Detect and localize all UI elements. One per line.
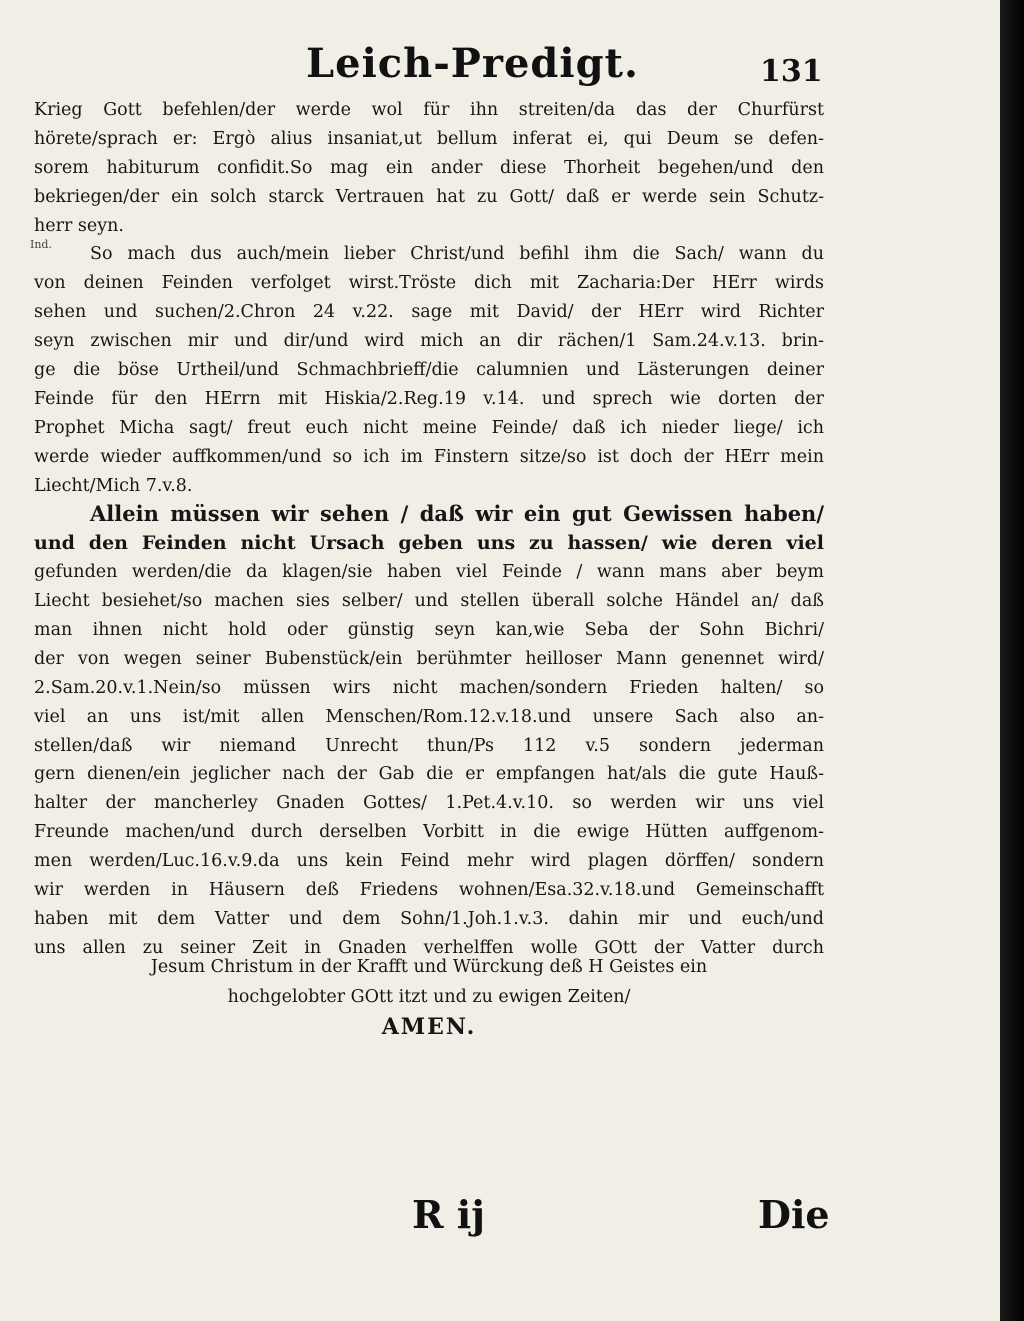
margin-note: Ind. — [30, 238, 52, 251]
text-line: bekriegen/der ein solch starck Vertrauen hat zu Gott/ daß er werde sein Schutz- — [34, 186, 824, 207]
text-line: Krieg Gott befehlen/der werde wol für ihn streiten/da das der Churfürst — [34, 100, 824, 120]
text-line: So mach dus auch/mein lieber Christ/und befihl ihm die Sach/ wann du — [90, 244, 824, 265]
closing-prayer — [34, 952, 824, 1042]
text-line: hörete/sprach er: Ergò alius insaniat,ut bellum inferat ei, qui Deum se defen- — [34, 128, 824, 149]
text-line: Liecht besiehet/so machen sies selber/ und stellen überall solche Händel an/ daß — [34, 591, 824, 612]
amen-line: AMEN. — [381, 1014, 477, 1040]
closing-line: hochgelobter GOtt itzt und zu ewigen Zeiten/ — [227, 987, 631, 1007]
text-line: Prophet Micha sagt/ freut euch nicht meine Feinde/ daß ich nieder liege/ ich — [34, 417, 824, 438]
text-line: haben mit dem Vatter und dem Sohn/1.Joh.1.v.3. dahin mir und euch/und — [34, 908, 824, 929]
body-text — [34, 96, 824, 963]
text-line: man ihnen nicht hold oder günstig seyn kan,wie Seba der Sohn Bichri/ — [34, 620, 824, 641]
text-line: ge die böse Urtheil/und Schmachbrieff/die calumnien und Lästerungen deiner — [34, 360, 824, 381]
text-line: uns allen zu seiner Zeit in Gnaden verhelffen wolle GOtt der Vatter durch — [34, 937, 824, 958]
text-line-emphasis: und den Feinden nicht Ursach geben uns zu hassen/ wie deren viel — [34, 532, 824, 555]
text-line: von deinen Feinden verfolget wirst.Tröste dich mit Zacharia:Der HErr wirds — [34, 273, 824, 294]
text-line: Feinde für den HErrn mit Hiskia/2.Reg.19 v.14. und sprech wie dorten der — [34, 388, 824, 409]
text-line: sehen und suchen/2.Chron 24 v.22. sage mit David/ der HErr wird Richter — [34, 302, 824, 323]
signature-mark: R ij — [412, 1192, 485, 1237]
text-line: halter der mancherley Gnaden Gottes/ 1.Pet.4.v.10. so werden wir uns viel — [34, 793, 824, 814]
text-line: gefunden werden/die da klagen/sie haben viel Feinde / wann mans aber beym — [34, 562, 824, 583]
text-line: viel an uns ist/mit allen Menschen/Rom.12.v.18.und unsere Sach also an- — [34, 706, 824, 727]
text-line: Liecht/Mich 7.v.8. — [34, 475, 193, 496]
page-edge-shadow — [1000, 0, 1024, 1321]
catchword: Die — [758, 1192, 830, 1237]
text-line: herr seyn. — [34, 215, 124, 236]
text-line: Freunde machen/und durch derselben Vorbitt in die ewige Hütten auffgenom- — [34, 822, 824, 843]
closing-line: Jesum Christum in der Krafft und Würckung deß H Geistes ein — [150, 957, 708, 977]
text-line: der von wegen seiner Bubenstück/ein berühmter heilloser Mann genennet wird/ — [34, 648, 824, 669]
text-line: stellen/daß wir niemand Unrecht thun/Ps 112 v.5 sondern jederman — [34, 735, 824, 756]
text-line: gern dienen/ein jeglicher nach der Gab die er empfangen hat/als die gute Hauß- — [34, 764, 824, 785]
text-line: sorem habiturum confidit.So mag ein ander diese Thorheit begehen/und den — [34, 157, 824, 178]
text-line: men werden/Luc.16.v.9.da uns kein Feind mehr wird plagen dörffen/ sondern — [34, 851, 824, 872]
page-number: 131 — [760, 54, 823, 89]
text-line: 2.Sam.20.v.1.Nein/so müssen wirs nicht machen/sondern Frieden halten/ so — [34, 677, 824, 698]
text-line-emphasis: Allein müssen wir sehen / daß wir ein gut Gewissen haben/ — [90, 501, 824, 527]
text-line: seyn zwischen mir und dir/und wird mich an dir rächen/1 Sam.24.v.13. brin- — [34, 331, 824, 352]
text-line: wir werden in Häusern deß Friedens wohnen/Esa.32.v.18.und Gemeinschafft — [34, 880, 824, 901]
running-title: Leich-Predigt. — [306, 40, 639, 87]
text-line: werde wieder auffkommen/und so ich im Finstern sitze/so ist doch der HErr mein — [34, 446, 824, 467]
